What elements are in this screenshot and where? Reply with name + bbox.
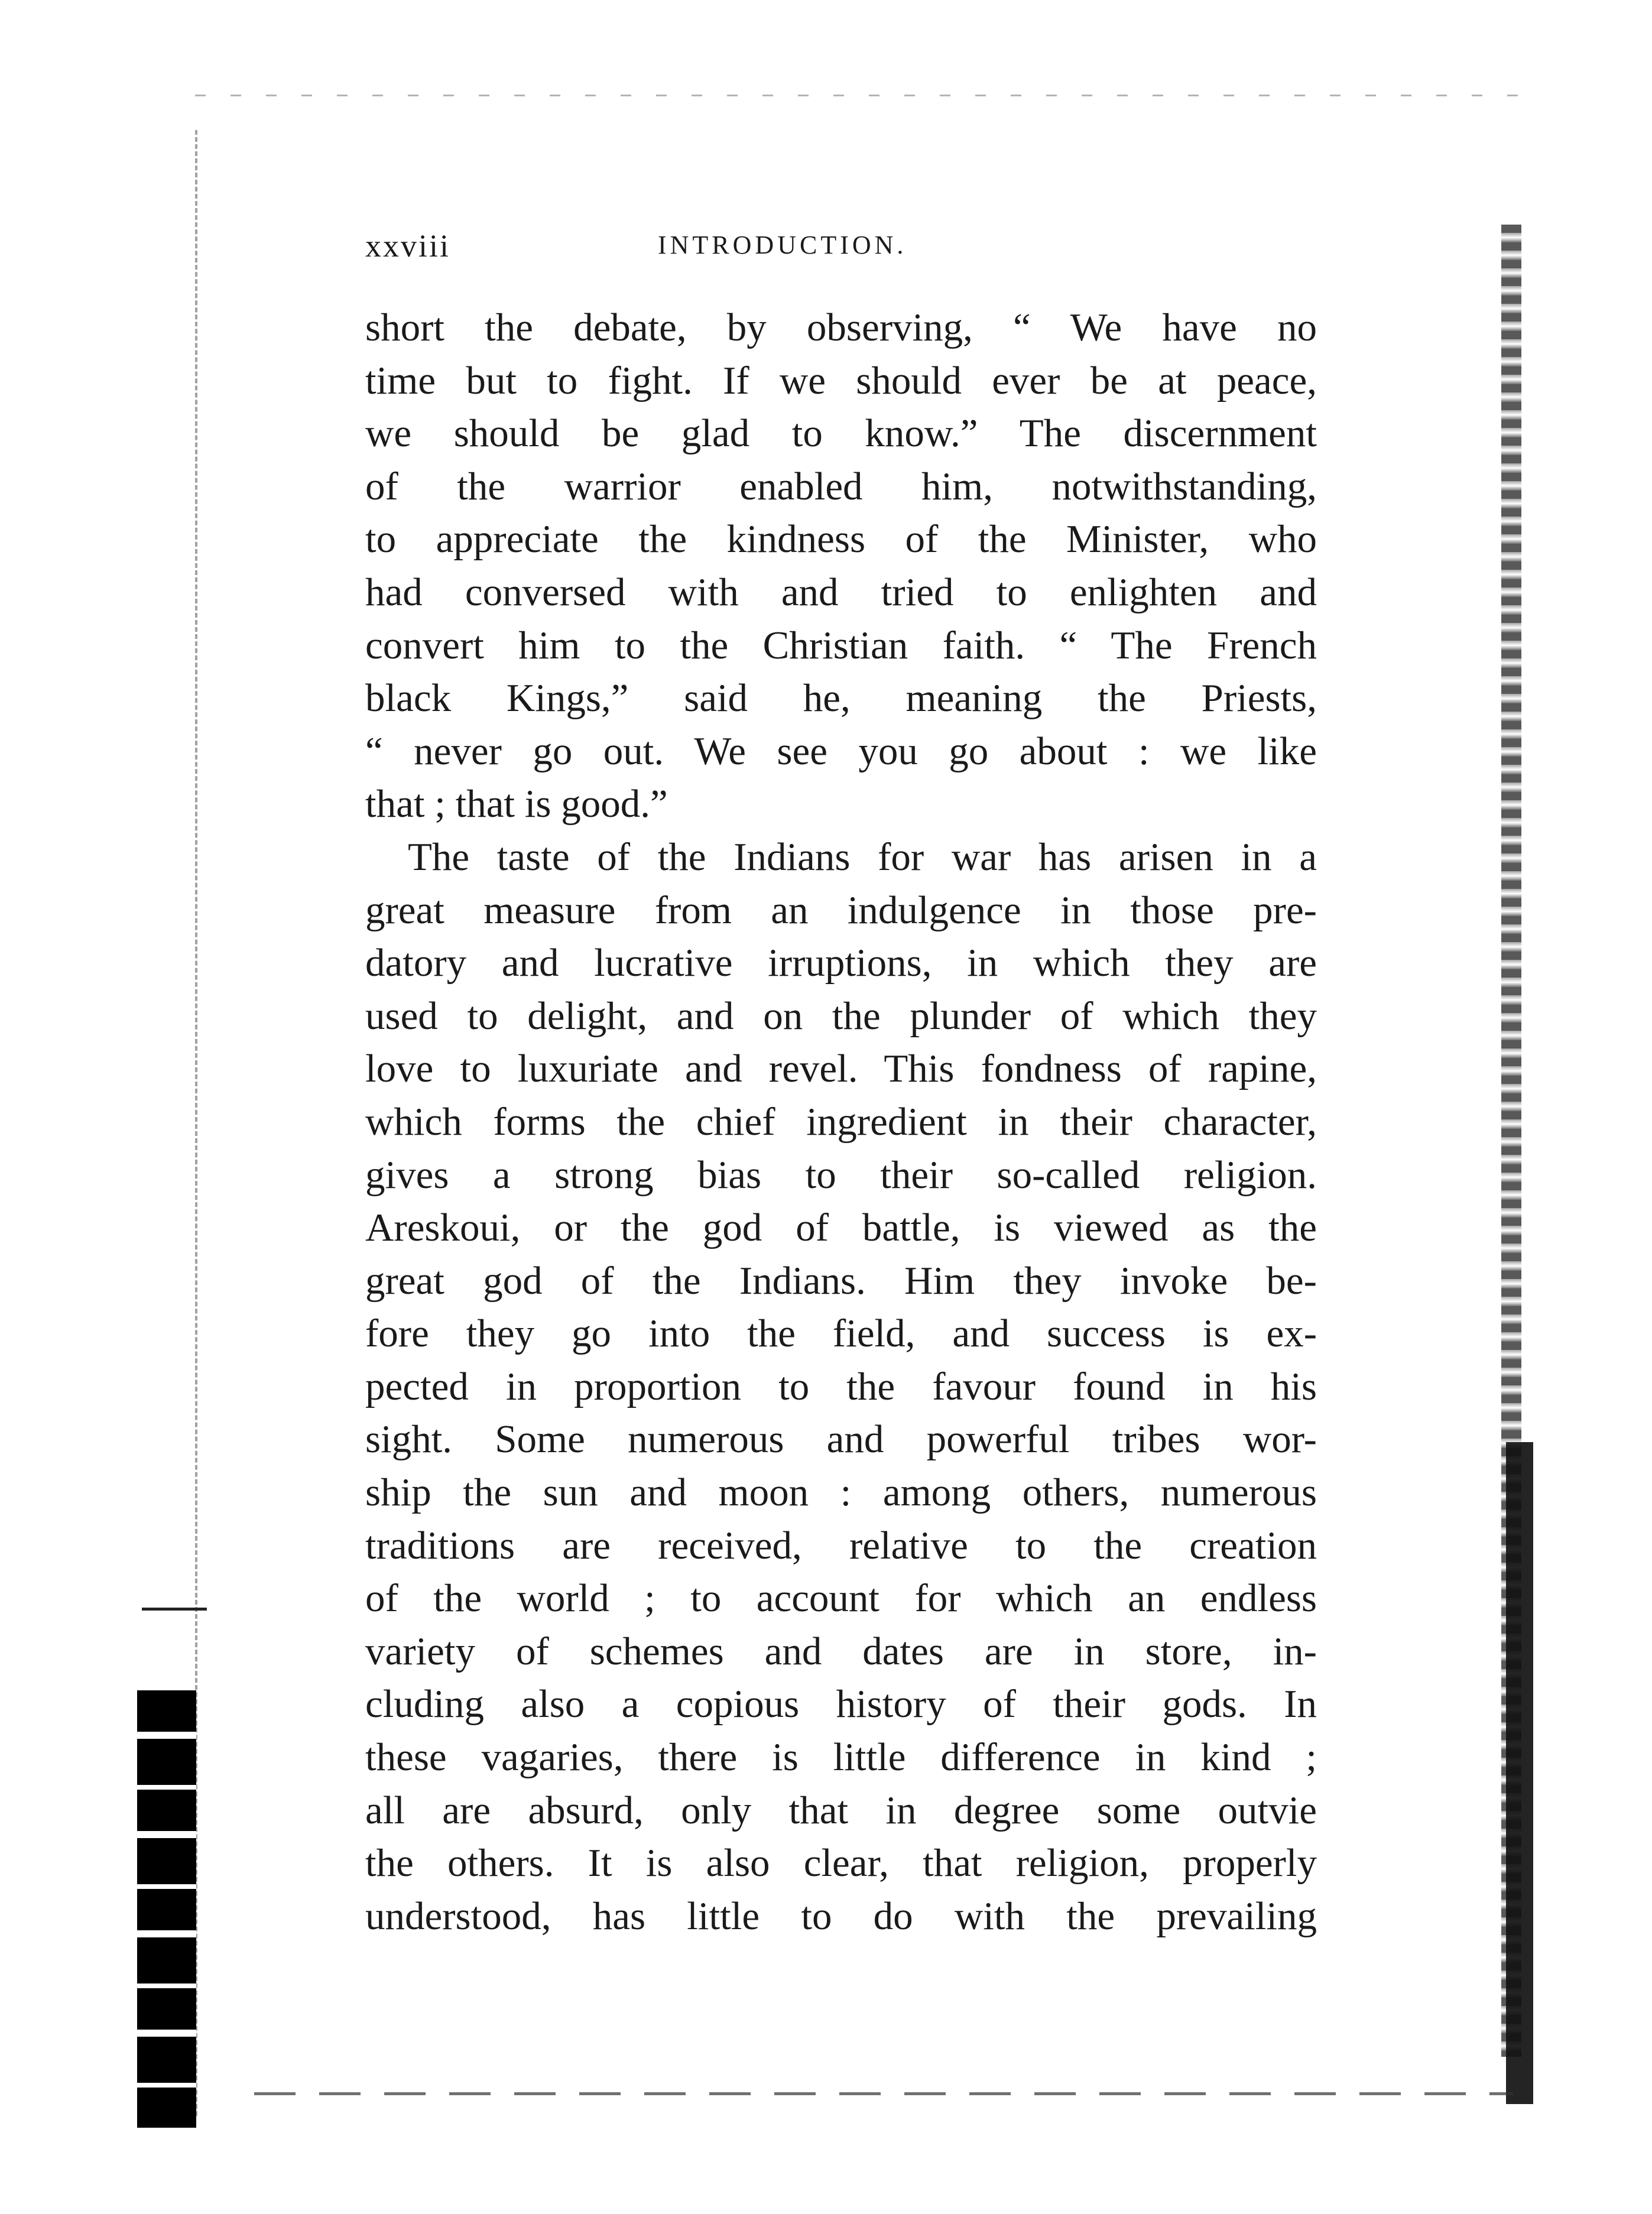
text-line: The taste of the Indians for war has arisen in a <box>408 835 1317 879</box>
text-line: ship the sun and moon : among others, numerous <box>365 1470 1317 1515</box>
scan-top-edge <box>195 95 1519 96</box>
text-line: Areskoui, or the god of battle, is viewed as the <box>365 1206 1317 1250</box>
text-line: understood, has little to do with the prevailing <box>365 1894 1317 1938</box>
text-line: “ never go out. We see you go about : we like <box>365 729 1317 773</box>
page-number: xxviii <box>365 228 451 264</box>
text-line: fore they go into the field, and success is ex- <box>365 1311 1317 1356</box>
text-line: short the debate, by observing, “ We have no <box>365 306 1317 349</box>
text-line: variety of schemes and dates are in store, in- <box>365 1629 1317 1673</box>
text-line: of the world ; to account for which an endless <box>365 1576 1317 1621</box>
text-line: great measure from an indulgence in those pre- <box>365 888 1317 932</box>
body-text <box>365 301 1317 1943</box>
text-line: all are absurd, only that in degree some outvie <box>365 1788 1317 1832</box>
scan-bottom-edge <box>254 2092 1513 2095</box>
text-line: black Kings,” said he, meaning the Priests, <box>365 676 1317 720</box>
text-line: that ; that is good.” <box>365 782 668 826</box>
text-line: cluding also a copious history of their gods. In <box>365 1682 1317 1726</box>
text-line: love to luxuriate and revel. This fondness of rapine, <box>365 1047 1317 1091</box>
text-line: time but to fight. If we should ever be at peace, <box>365 358 1317 402</box>
text-line: convert him to the Christian faith. “ The French <box>365 623 1317 667</box>
text-line: the others. It is also clear, that religion, properly <box>365 1841 1317 1885</box>
text-line: had conversed with and tried to enlighten and <box>365 570 1317 614</box>
text-line: we should be glad to know.” The discernment <box>365 411 1317 456</box>
scan-mark-dash <box>142 1608 207 1611</box>
text-line: these vagaries, there is little difference in kind ; <box>365 1735 1317 1780</box>
text-line: which forms the chief ingredient in their character, <box>365 1099 1317 1144</box>
paragraph-2 <box>365 831 1317 1943</box>
scan-right-edge-dark <box>1506 1442 1533 2104</box>
running-title: INTRODUCTION. <box>658 231 907 259</box>
text-line: traditions are received, relative to the creation <box>365 1523 1317 1567</box>
scan-binding-bars <box>137 1690 196 2128</box>
text-line: to appreciate the kindness of the Minister, who <box>365 517 1317 561</box>
paragraph-1 <box>365 301 1317 831</box>
text-line: datory and lucrative irruptions, in which they are <box>365 941 1317 985</box>
scan-left-edge <box>195 130 221 2116</box>
text-line: gives a strong bias to their so-called religion. <box>365 1153 1317 1197</box>
text-line: pected in proportion to the favour found in his <box>365 1364 1317 1408</box>
text-line: of the warrior enabled him, notwithstanding, <box>365 464 1317 508</box>
text-line: sight. Some numerous and powerful tribes wor- <box>365 1417 1317 1462</box>
text-line: used to delight, and on the plunder of which they <box>365 994 1317 1038</box>
page-header <box>365 228 1323 263</box>
text-line: great god of the Indians. Him they invoke be- <box>365 1258 1317 1303</box>
